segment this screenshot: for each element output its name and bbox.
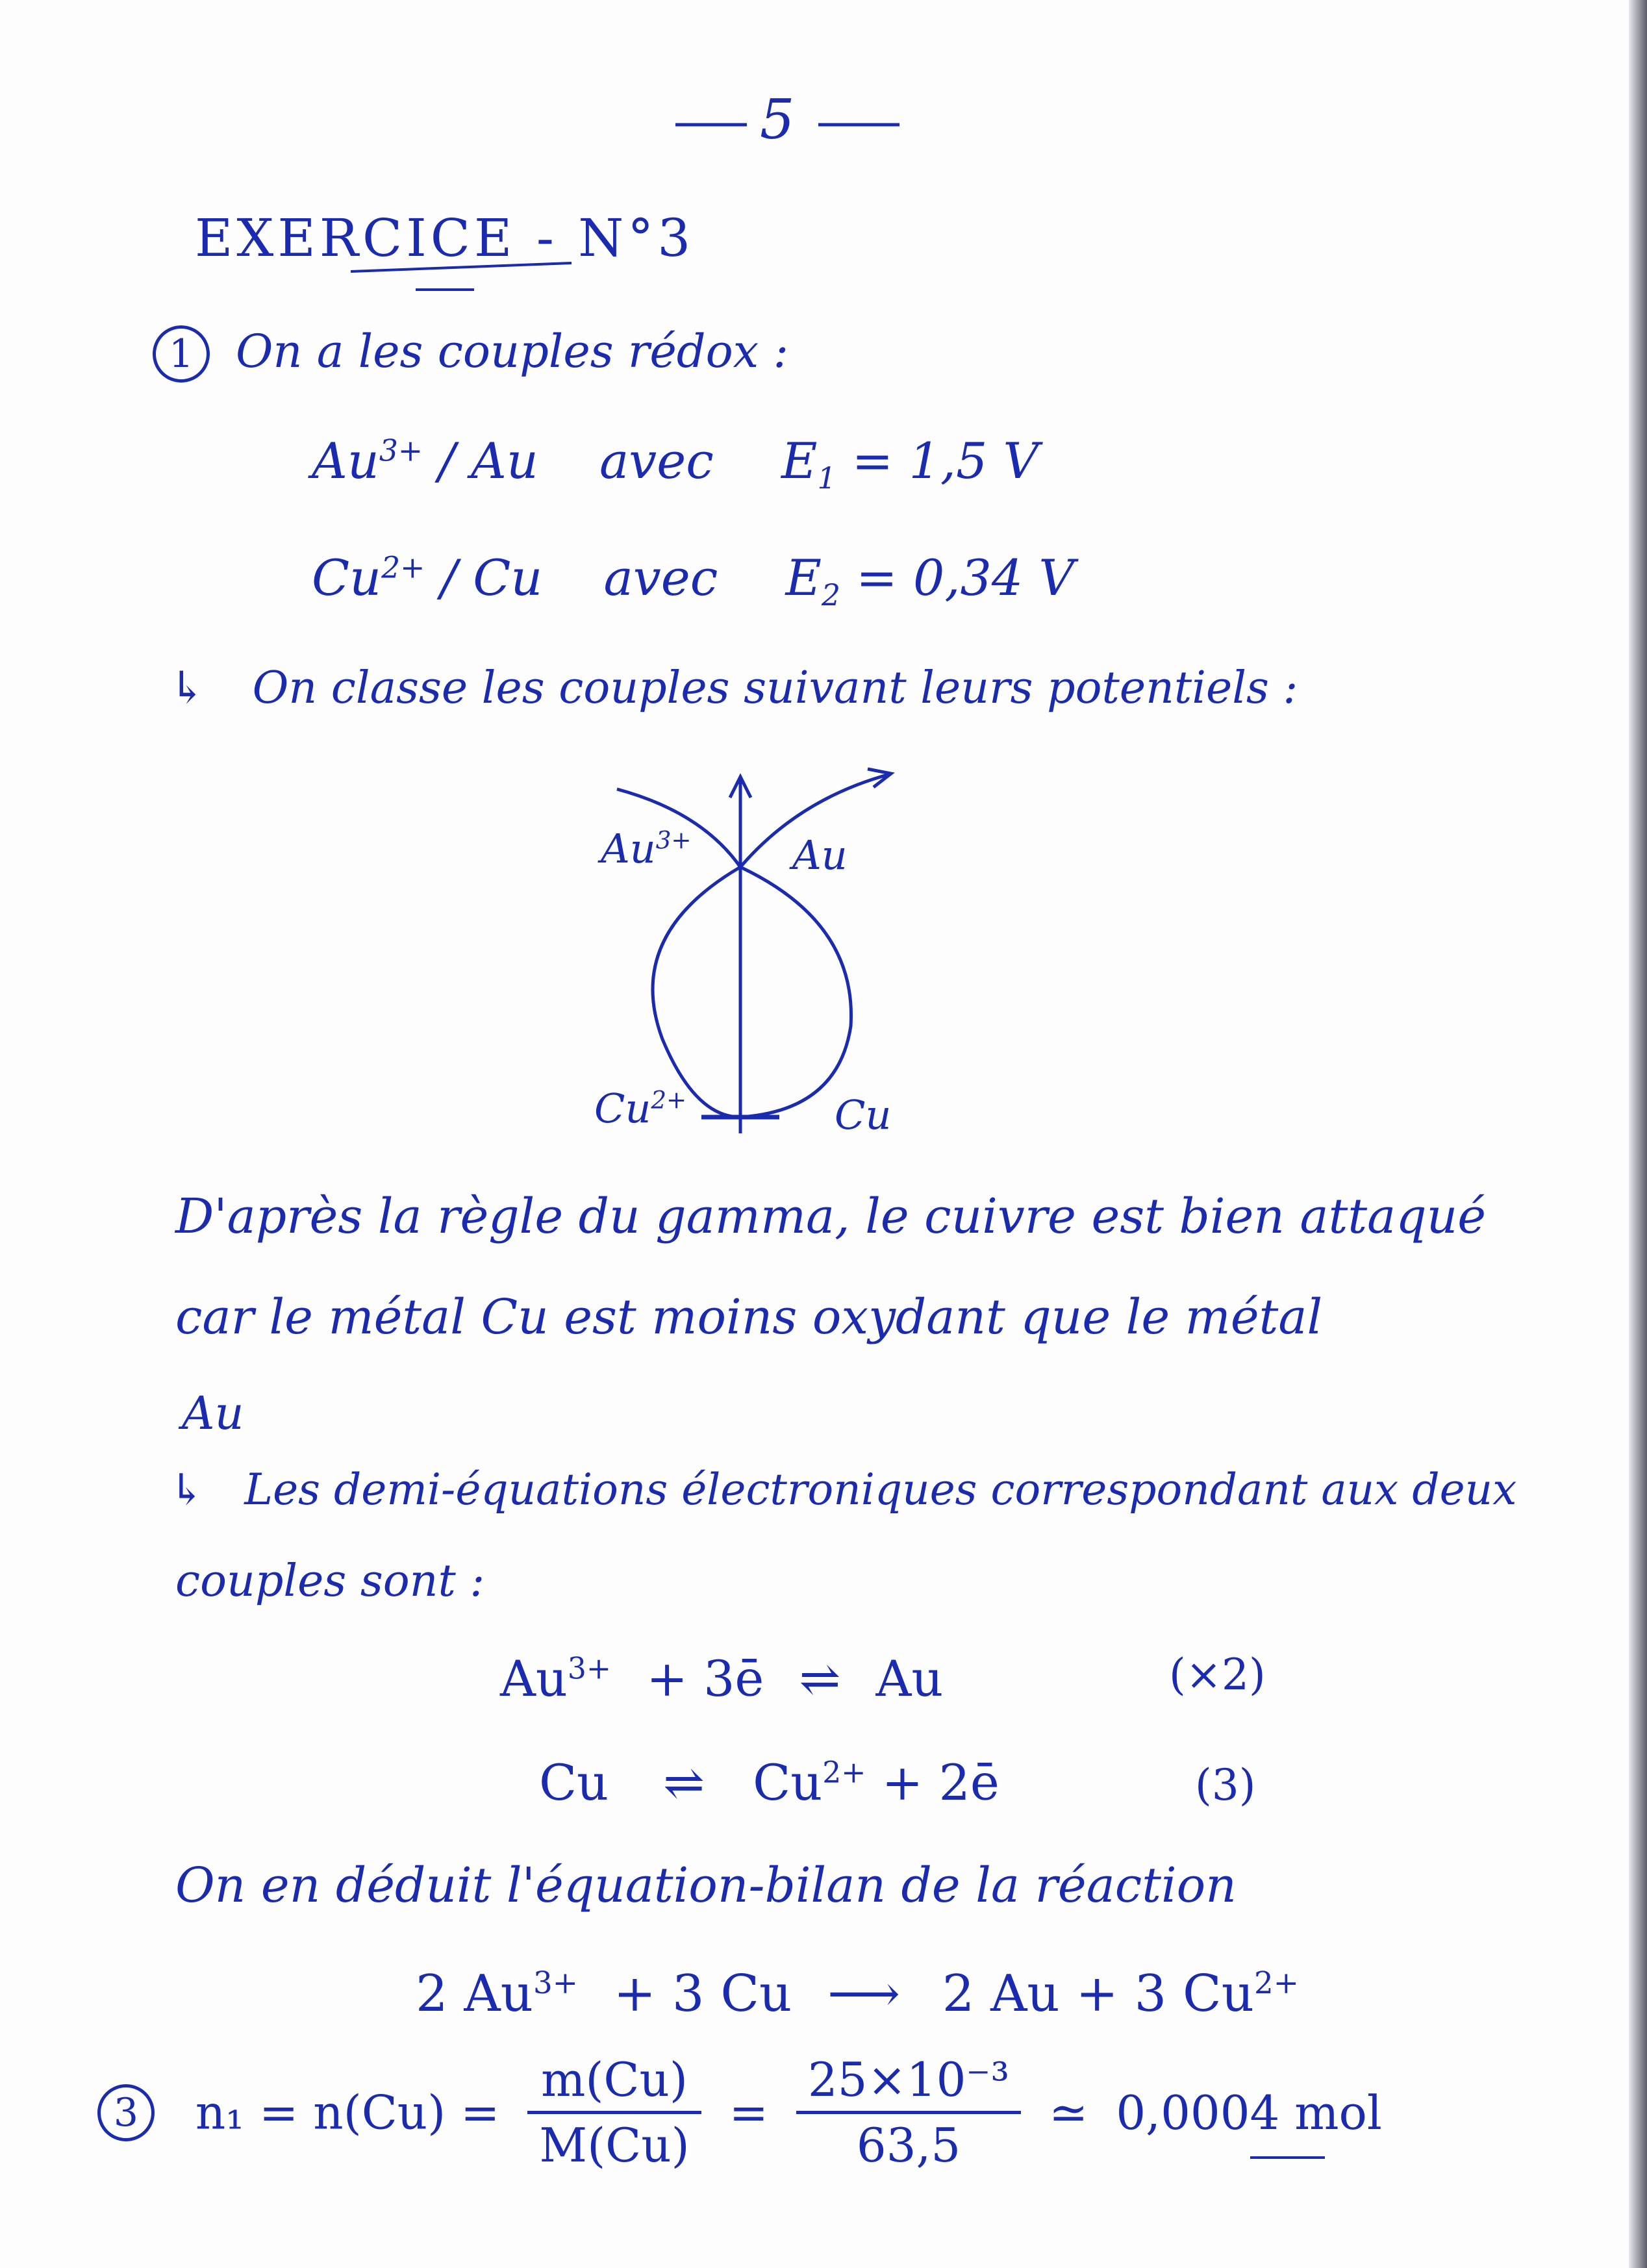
- page-number: 5: [760, 88, 795, 151]
- gamma-rule-line-1: D'après la règle du gamma, le cuivre est bien attaqué: [175, 1189, 1487, 1244]
- deduce-text: On en déduit l'équation-bilan de la réaction: [175, 1858, 1237, 1913]
- couple-au: $Au^{3+}$ / Au avec $E_1 = 1,5$ V: [312, 432, 1039, 496]
- half-equation-cu: Cu ⇌ $Cu^{2+}$ + 2ē (3): [539, 1754, 1256, 1811]
- question-3-number: 3: [97, 2084, 155, 2141]
- half-equation-au: $Au^{3+}$ + 3ē ⇌ Au (×2): [500, 1650, 1266, 1707]
- exercise-title: EXERCICE - N°3: [195, 208, 695, 268]
- question-1-intro: [153, 325, 788, 383]
- half-equations-intro-line-2: couples sont :: [175, 1556, 485, 1607]
- numeric-fraction: $\frac{\text{25×10⁻³}}{63,5}$: [796, 2052, 1021, 2173]
- gamma-rule-line-3: Au: [182, 1387, 244, 1440]
- bullet-arrow-icon: ↳: [169, 662, 206, 714]
- bullet-arrow-icon: ↳: [169, 1465, 205, 1515]
- balanced-equation: 2 $Au^{3+} + 3$ Cu ⟶ 2 Au + 3 $Cu^{2+}$: [416, 1965, 1299, 2023]
- gamma-rule-line-2: car le métal Cu est moins oxydant que le métal: [175, 1289, 1323, 1345]
- classify-text: ↳ On classe les couples suivant leurs potentiels :: [169, 662, 1298, 714]
- question-1-number: 1: [153, 325, 210, 383]
- redox-intro-text: On a les couples rédox :: [236, 325, 789, 378]
- gamma-right-curve: [740, 774, 890, 1117]
- couple-cu: $Cu^{2+}$ / Cu avec $E_2 = 0,34$ V: [312, 549, 1075, 613]
- question-3-line: 3 n₁ = n(Cu) = $\frac{m(Cu)}{M(Cu)}$ = $\frac{\text{25×10⁻³}}{63,5}$ ≃ 0,0004 mol: [97, 2052, 1382, 2173]
- diagram-label-cu: Cu: [835, 1091, 892, 1139]
- diagram-label-cu2: $Cu^{2+}$: [594, 1085, 687, 1132]
- mole-result: 0,0004 mol: [1116, 2085, 1382, 2140]
- diagram-label-au3: $Au^{3+}$: [601, 825, 692, 872]
- diagram-label-au: Au: [792, 831, 848, 879]
- half-equations-intro-line-1: ↳ Les demi-équations électroniques correspondant aux deux: [169, 1465, 1517, 1515]
- molar-fraction: $\frac{m(Cu)}{M(Cu)}$: [527, 2052, 701, 2173]
